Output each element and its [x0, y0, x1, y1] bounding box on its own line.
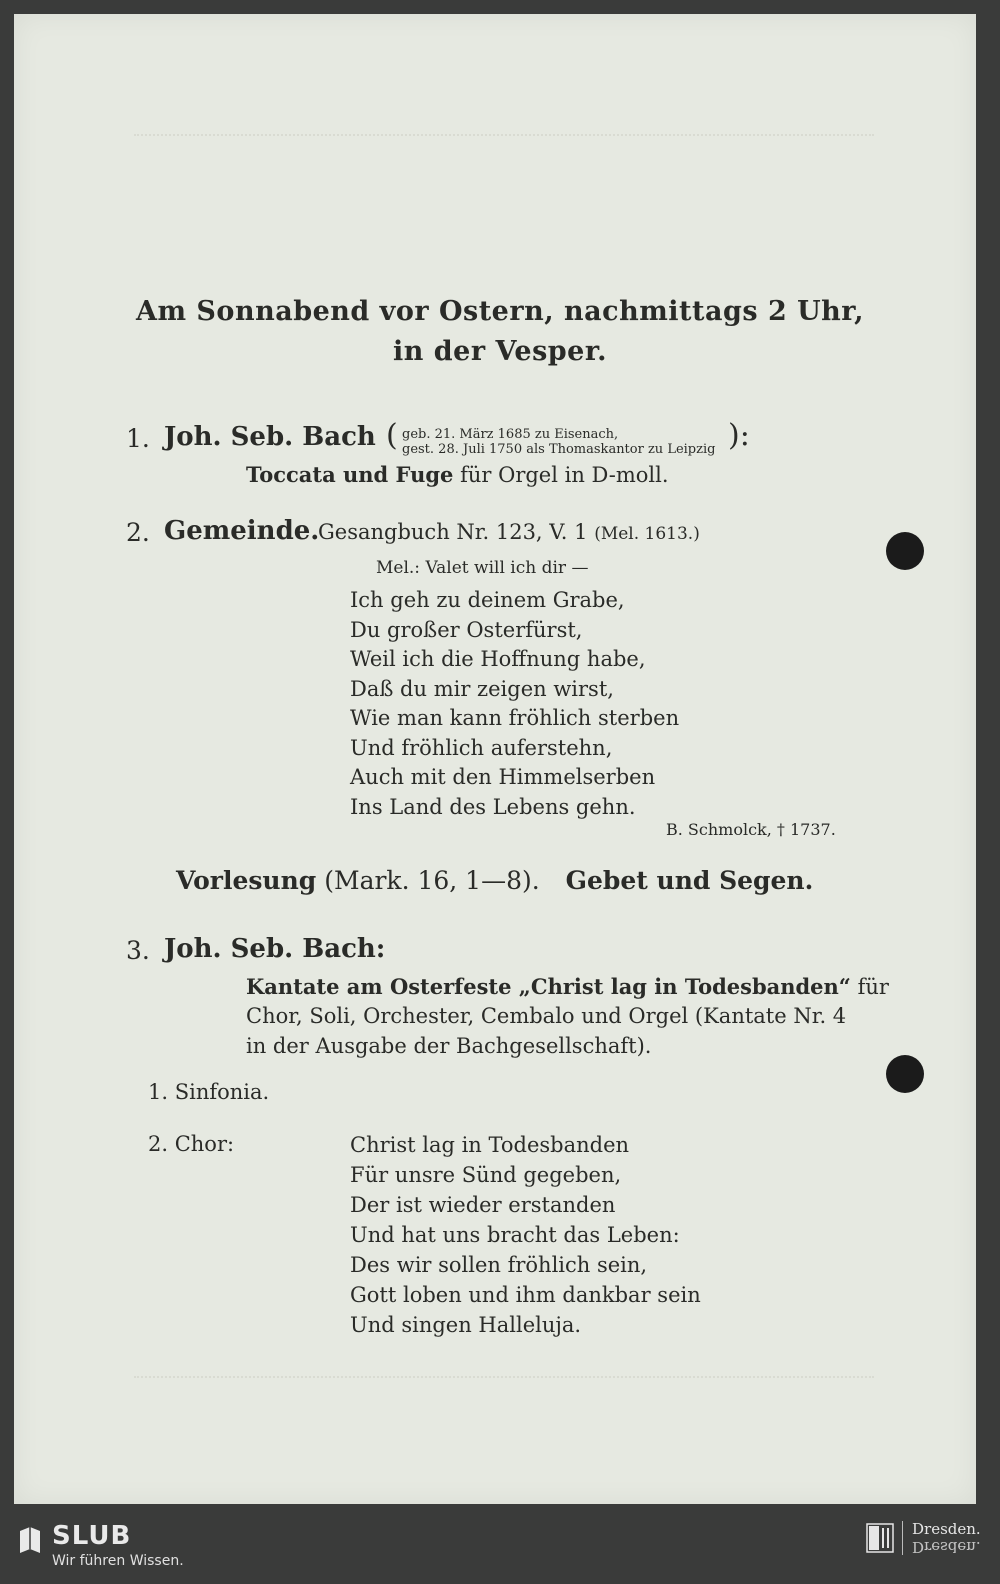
prayer-label: Gebet und Segen. — [565, 866, 814, 895]
dresden-wordmark[interactable] — [912, 1521, 981, 1555]
header-line-2: in der Vesper. — [392, 336, 608, 367]
slub-book-icon — [18, 1525, 42, 1555]
item-1-number: 1. — [126, 424, 150, 453]
chorus-line: Der ist wieder erstanden — [350, 1193, 616, 1217]
hymnbook-number: Gesangbuch Nr. 123, V. 1 — [318, 520, 588, 544]
punch-hole — [886, 1055, 924, 1093]
movement-1: 1. Sinfonia. — [148, 1080, 270, 1104]
header-line-1: Am Sonnabend vor Ostern, nachmittags 2 Uhr, — [136, 296, 864, 327]
chorus-line: Für unsre Sünd gegeben, — [350, 1163, 622, 1187]
chorus-line: Gott loben und ihm dankbar sein — [350, 1283, 701, 1307]
bio-line-1: geb. 21. März 1685 zu Eisenach, — [402, 427, 619, 442]
reading-ref: (Mark. 16, 1—8). — [324, 866, 540, 895]
melody-line: Mel.: Valet will ich dir — — [376, 558, 589, 578]
footer-divider — [902, 1521, 903, 1555]
punch-hole — [886, 532, 924, 570]
cantata-line-3: in der Ausgabe der Bachgesellschaft). — [246, 1034, 652, 1058]
cantata-for: für — [857, 975, 889, 999]
verse-line: Ich geh zu deinem Grabe, — [350, 588, 625, 612]
dresden-line-2: Dresden. — [912, 1538, 981, 1556]
item-1-bio — [402, 427, 715, 457]
reading-label: Vorlesung — [176, 866, 317, 895]
reading-line — [176, 866, 813, 895]
slub-tagline: Wir führen Wissen. — [52, 1553, 184, 1569]
verse-line: Weil ich die Hoffnung habe, — [350, 647, 646, 671]
chorus-line: Christ lag in Todesbanden — [350, 1133, 630, 1157]
verse-line: Wie man kann fröhlich sterben — [350, 706, 680, 730]
dresden-line-1: Dresden. — [912, 1520, 981, 1538]
bio-brace-close: ): — [728, 418, 750, 453]
item-1-work — [246, 462, 669, 487]
work-title: Toccata und Fuge — [246, 462, 454, 487]
dresden-crest-icon — [866, 1523, 894, 1553]
chorus-line: Und hat uns bracht das Leben: — [350, 1223, 680, 1247]
item-2-label: Gemeinde. — [164, 516, 320, 546]
chorus-line: Des wir sollen fröhlich sein, — [350, 1253, 648, 1277]
hymn-verse — [350, 586, 679, 822]
hymn-author: B. Schmolck, † 1737. — [666, 820, 836, 839]
item-1-composer: Joh. Seb. Bach — [164, 422, 376, 452]
verse-line: Ins Land des Lebens gehn. — [350, 794, 636, 819]
slub-brand[interactable]: SLUB — [52, 1521, 132, 1551]
hymnbook-ref — [318, 520, 700, 544]
item-3-number: 3. — [126, 936, 150, 965]
bio-brace-open: ( — [386, 418, 398, 453]
item-2-number: 2. — [126, 518, 150, 547]
work-detail: für Orgel in D-moll. — [460, 463, 669, 487]
cantata-title: Kantate am Osterfeste „Christ lag in Todesbanden“ — [246, 974, 851, 999]
verse-line: Du großer Osterfürst, — [350, 617, 583, 642]
melody-ref: (Mel. 1613.) — [594, 524, 700, 544]
verse-line: Und fröhlich auferstehn, — [350, 735, 613, 760]
item-3-composer: Joh. Seb. Bach: — [164, 934, 386, 964]
verse-line: Auch mit den Himmelserben — [350, 765, 656, 789]
cantata-line-2: Chor, Soli, Orchester, Cembalo und Orgel (Kantate Nr. 4 — [246, 1004, 847, 1028]
movement-2-label: 2. Chor: — [148, 1132, 235, 1156]
chorus-line: Und singen Halleluja. — [350, 1313, 582, 1337]
verse-line: Daß du mir zeigen wirst, — [350, 676, 614, 701]
bio-line-2: gest. 28. Juli 1750 als Thomaskantor zu Leipzig — [402, 442, 716, 457]
cantata-line-1 — [246, 974, 889, 999]
chorus-text — [350, 1130, 701, 1340]
viewer-footer — [0, 1515, 1000, 1584]
